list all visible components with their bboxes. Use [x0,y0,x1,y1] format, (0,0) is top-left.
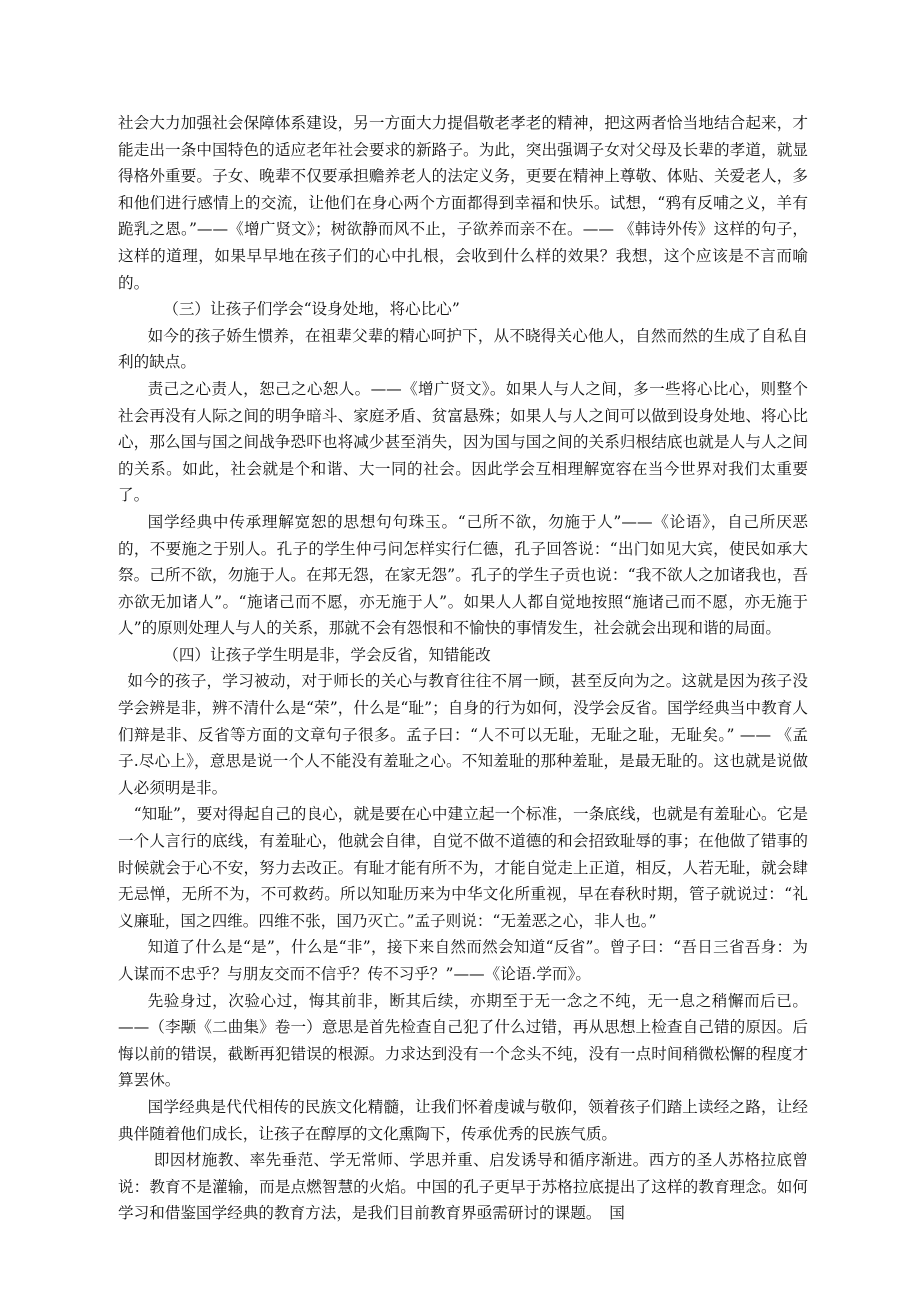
paragraph-filial-piety: 社会大力加强社会保障体系建设，另一方面大力提倡敬老孝老的精神，把这两者恰当地结合起来，才能走出一条中国特色的适应老年社会要求的新路子。为此，突出强调子女对父母及长辈的孝道，就显得格外重要。子女、晚辈不仅要承担赡养老人的法定义务，更要在精神上尊敬、体贴、关爱老人，多和他们进行感情上的交流，让他们在身心两个方面都得到幸福和快乐。试想，“鸦有反哺之义，羊有跪乳之恩。”——《增广贤文》；树欲静而风不止，子欲养而亲不在。—— 《韩诗外传》这样的句子，这样的道理，如果早早地在孩子们的心中扎根，会收到什么样的效果？我想，这个应该是不言而喻的。 [118,114,808,292]
paragraph-li-yong: 先验身过，次验心过，悔其前非，断其后续，亦期至于无一念之不纯，无一息之稍懈而后已。——（李颙《二曲集》卷一）意思是首先检查自己犯了什么过错，再从思想上检查自己错的原因。后悔以前的错误，截断再犯错误的根源。力求达到没有一个念头不纯，没有一点时间稍微松懈的程度才算罢休。 [118,991,808,1090]
paragraph-confucius-golden-rule: 国学经典中传承理解宽恕的思想句句珠玉。“己所不欲，勿施于人”——《论语》，自己所厌恶的，不要施之于别人。孔子的学生仲弓问怎样实行仁德，孔子回答说：“出门如见大宾，使民如承大祭。己所不欲，勿施于人。在邦无怨，在家无怨”。孔子的学生子贡也说：“我不欲人之加诸我也，吾亦欲无加诸人”。“施诸己而不愿，亦无施于人”。如果人人都自觉地按照“施诸己而不愿，亦无施于人”的原则处理人与人的关系，那就不会有怨恨和不愉快的事情发生，社会就会出现和谐的局面。 [118,512,808,638]
document-body [118,110,808,1227]
paragraph-knowing-shame: “知耻”，要对得起自己的良心，就是要在心中建立起一个标准，一条底线，也就是有羞耻心。它是一个人言行的底线，有羞耻心，他就会自律，自觉不做不道德的和会招致耻辱的事；在他做了错事的时候就会于心不安，努力去改正。有耻才能有所不为，才能自觉走上正道，相反，人若无耻，就会肆无忌惮，无所不为，不可救药。所以知耻历来为中华文化所重视，早在春秋时期，管子就说过：“礼义廉耻，国之四维。四维不张，国乃灭亡。”孟子则说：“无羞恶之心，非人也。” [118,805,808,930]
paragraph-classics-essence: 国学经典是代代相传的民族文化精髓，让我们怀着虔诚与敬仰，领着孩子们踏上读经之路，让经典伴随着他们成长，让孩子在醇厚的文化熏陶下，传承优秀的民族气质。 [118,1097,808,1143]
paragraph-spoiled-children: 如今的孩子娇生惯养，在祖辈父辈的精心呵护下，从不晓得关心他人，自然而然的生成了自私自利的缺点。 [118,326,808,372]
paragraph-teaching-methods: 即因材施教、率先垂范、学无常师、学思并重、启发诱导和循序渐进。西方的圣人苏格拉底曾说：教育不是灌输，而是点燃智慧的火焰。中国的孔子更早于苏格拉底提出了这样的教育理念。如何学习和借鉴国学经典的教育方法，是我们目前教育界亟需研讨的课题。 国 [118,1151,808,1223]
paragraph-empathy: 责己之心责人，恕己之心恕人。——《增广贤文》。如果人与人之间，多一些将心比心，则整个社会再没有人际之间的明争暗斗、家庭矛盾、贫富悬殊；如果人与人之间可以做到设身处地、将心比心，那么国与国之间战争恐吓也将减少甚至消失，因为国与国之间的关系归根结底也就是人与人之间的关系。如此，社会就是个和谐、大一同的社会。因此学会互相理解宽容在当今世界对我们太重要了。 [118,379,808,505]
section-heading-3: （三）让孩子们学会“设身处地，将心比心” [163,300,460,319]
paragraph-right-and-wrong: 如今的孩子，学习被动，对于师长的关心与教育往往不屑一顾，甚至反向为之。这就是因为孩子没学会辨是非，辨不清什么是“荣”，什么是“耻”；自身的行为如何，没学会反省。国学经典当中教育人们辩是非、反省等方面的文章句子很多。孟子曰：“人不可以无耻，无耻之耻，无耻矣。” —— 《孟子.尽心上》，意思是说一个人不能没有羞耻之心。不知羞耻的那种羞耻，是最无耻的。这也就是说做人必须明是非。 [118,672,808,797]
section-heading-4: （四）让孩子学生明是非，学会反省，知错能改 [163,645,491,664]
paragraph-self-reflection: 知道了什么是“是”，什么是“非”，接下来自然而然会知道“反省”。曾子曰：“吾日三省吾身：为人谋而不忠乎？与朋友交而不信乎？传不习乎？”——《论语.学而》。 [118,938,808,983]
